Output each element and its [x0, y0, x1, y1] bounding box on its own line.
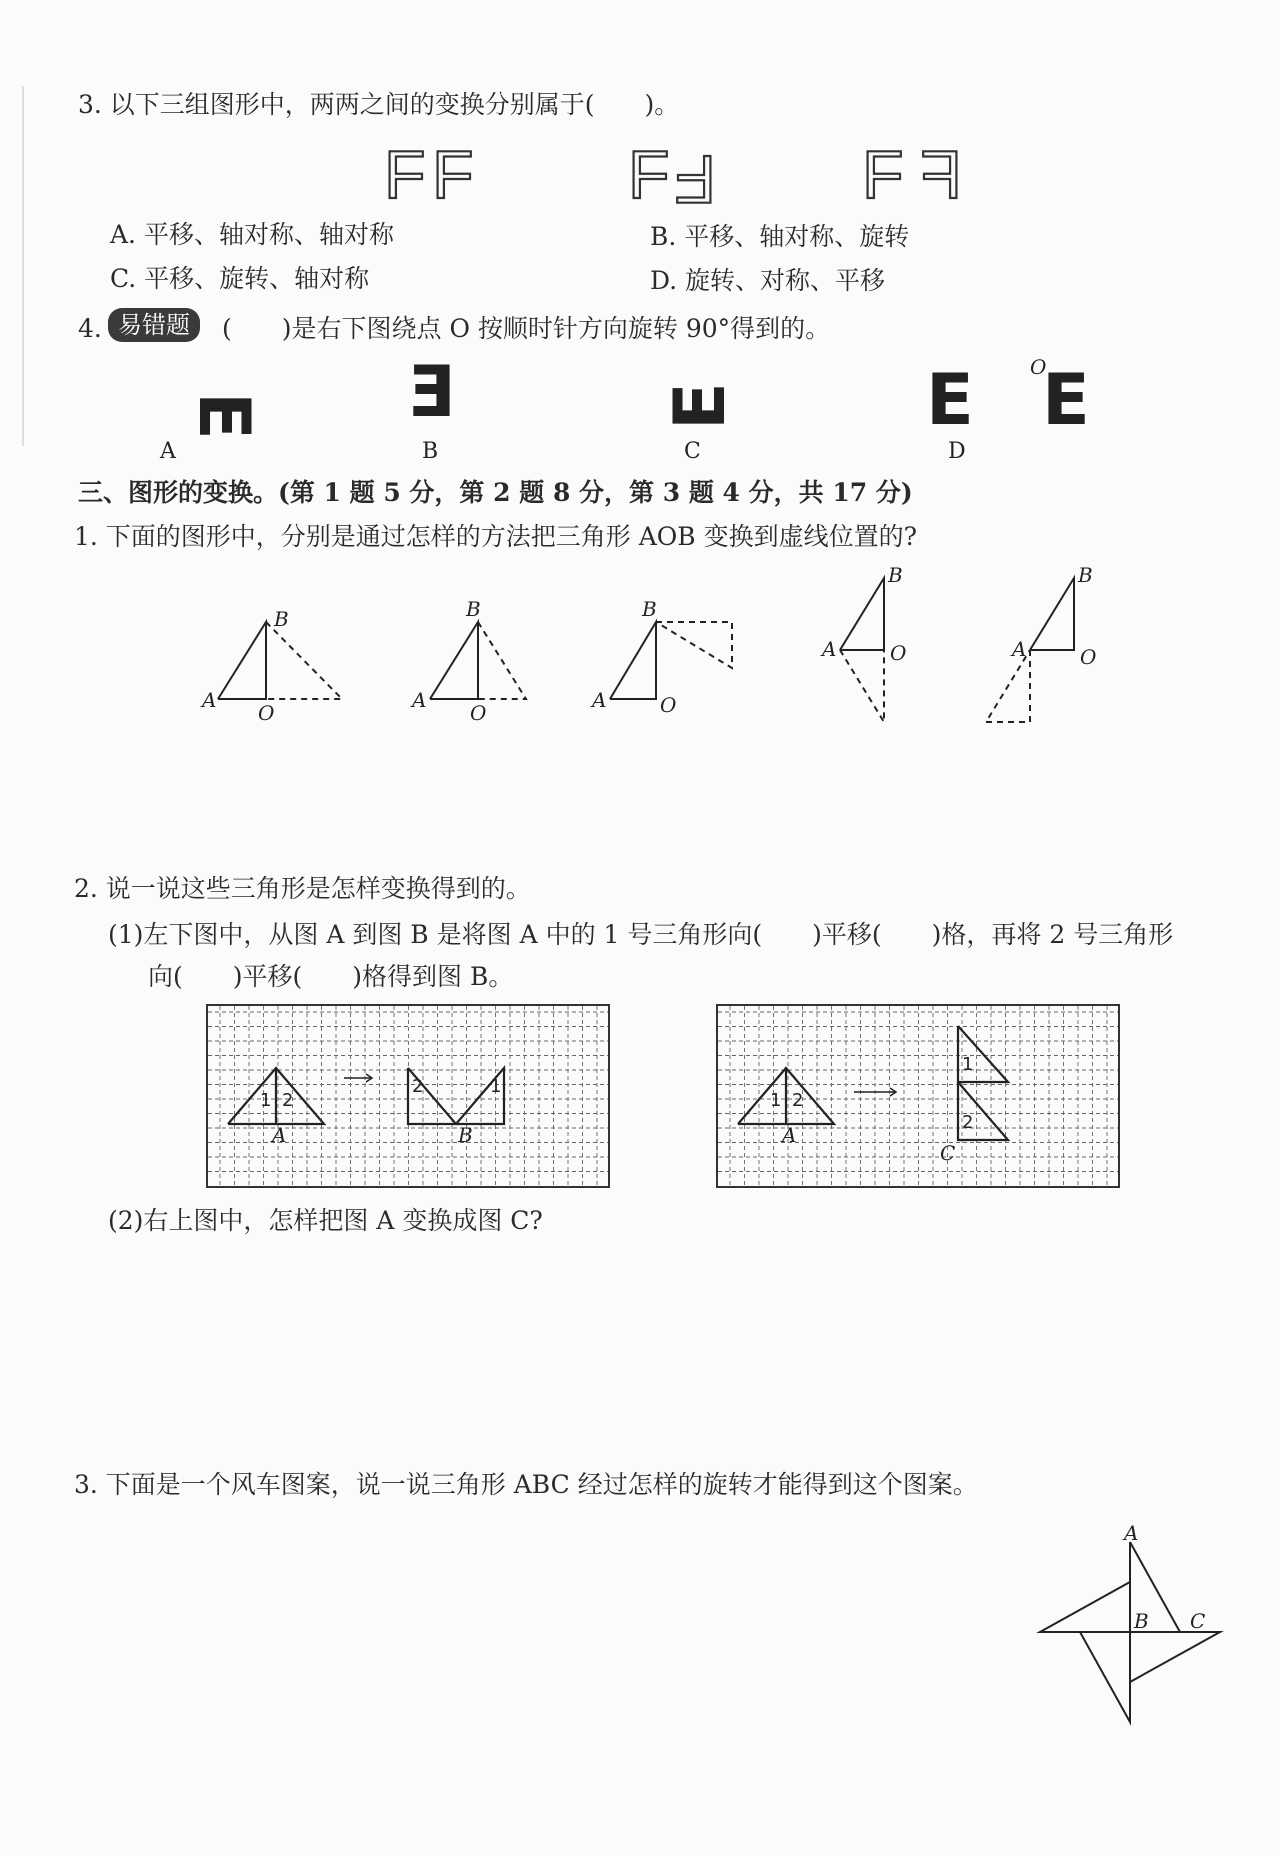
- q3-option-c[interactable]: C. 平移、旋转、轴对称: [110, 264, 370, 293]
- q2-left-grid: [206, 1004, 610, 1188]
- q3-f-figures: [380, 134, 980, 217]
- q3-windmill-figure: [1030, 1520, 1260, 1730]
- q3-option-a[interactable]: A. 平移、轴对称、轴对称: [110, 220, 394, 249]
- left-label-a: A: [272, 1123, 287, 1147]
- q2-left-grid-drawing: [208, 1006, 608, 1186]
- s3-q3-stem: 3. 下面是一个风车图案，说一说三角形 ABC 经过怎样的旋转才能得到这个图案。: [74, 1470, 978, 1499]
- section3-title: 三、图形的变换。(第 1 题 5 分，第 2 题 8 分，第 3 题 4 分，共 17 分): [78, 478, 913, 507]
- q1-f1-label-o: O: [258, 701, 275, 725]
- q4-stem: ( )是右下图绕点 O 按顺时针方向旋转 90°得到的。: [222, 314, 831, 343]
- q1-f5-label-b: B: [1078, 563, 1093, 587]
- q1-f3-label-b: B: [642, 597, 657, 621]
- q3-option-b[interactable]: B. 平移、轴对称、旋转: [650, 222, 910, 251]
- right-c-tri-1: 1: [962, 1054, 974, 1075]
- page-edge-shadow: [22, 86, 24, 446]
- q4-e-original: E: [1042, 359, 1090, 441]
- s3-q2-part2: (2)右上图中，怎样把图 A 变换成图 C?: [108, 1206, 543, 1235]
- windmill-label-a: A: [1124, 1521, 1139, 1545]
- left-a-tri-1: 1: [260, 1090, 272, 1111]
- q1-f3-label-a: A: [592, 688, 607, 712]
- q4-number: 4.: [78, 314, 102, 343]
- q3-f-1a: F: [384, 137, 426, 213]
- s3-q2-part1-line1: (1)左下图中，从图 A 到图 B 是将图 A 中的 1 号三角形向( )平移( )格，再将 2 号三角形: [108, 920, 1174, 949]
- q3-f-1b: F: [432, 137, 474, 213]
- q1-f2-label-a: A: [412, 688, 427, 712]
- windmill-label-b: B: [1134, 1609, 1149, 1633]
- q1-f2-label-b: B: [466, 597, 481, 621]
- q3-f-3a: F: [862, 137, 904, 213]
- q3-option-d[interactable]: D. 旋转、对称、平移: [650, 266, 886, 295]
- right-label-c: C: [940, 1141, 956, 1165]
- q1-f1-label-b: B: [274, 607, 289, 631]
- s3-q1-stem: 1. 下面的图形中，分别是通过怎样的方法把三角形 AOB 变换到虚线位置的?: [74, 522, 918, 551]
- q4-label-b: B: [422, 439, 439, 464]
- windmill-label-c: C: [1190, 1609, 1206, 1633]
- s3-q2-part1-line2: 向( )平移( )格得到图 B。: [148, 962, 514, 991]
- q3-f-3b: F: [920, 137, 962, 213]
- q4-label-c: C: [684, 439, 701, 464]
- q1-f4-label-o: O: [890, 641, 907, 665]
- s3-q2-stem: 2. 说一说这些三角形是怎样变换得到的。: [74, 874, 531, 903]
- q2-right-grid-drawing: [718, 1006, 1118, 1186]
- q3-f-2b: F: [674, 141, 716, 217]
- right-label-a: A: [782, 1123, 797, 1147]
- right-a-tri-1: 1: [770, 1090, 782, 1111]
- q3-stem: 3. 以下三组图形中，两两之间的变换分别属于( )。: [78, 90, 680, 119]
- q1-f5-label-a: A: [1012, 637, 1027, 661]
- q4-e-option-a: E: [183, 392, 265, 440]
- left-a-tri-2: 2: [282, 1090, 294, 1111]
- right-c-tri-2: 2: [962, 1112, 974, 1133]
- right-a-tri-2: 2: [792, 1090, 804, 1111]
- left-b-tri-2: 2: [412, 1076, 424, 1097]
- q1-f5-label-o: O: [1080, 645, 1097, 669]
- q3-f-2a: F: [628, 137, 670, 213]
- q4-point-o: O: [1030, 355, 1047, 379]
- q4-e-figures: [100, 352, 1120, 472]
- q2-right-grid: [716, 1004, 1120, 1188]
- s3-q1-triangles: [190, 560, 1150, 740]
- q4-label-d: D: [948, 439, 966, 464]
- q1-f4-label-b: B: [888, 563, 903, 587]
- q1-f3-label-o: O: [660, 693, 677, 717]
- q1-f1-label-a: A: [202, 688, 217, 712]
- left-b-tri-1: 1: [490, 1076, 502, 1097]
- q1-f2-label-o: O: [470, 701, 487, 725]
- q4-e-option-d: E: [926, 359, 974, 441]
- q4-error-prone-tag: 易错题: [108, 308, 200, 342]
- q1-f4-label-a: A: [822, 637, 837, 661]
- q4-label-a: A: [160, 439, 176, 464]
- q4-e-option-c: E: [659, 382, 741, 430]
- q4-e-option-b: E: [408, 351, 456, 433]
- left-label-b: B: [458, 1123, 473, 1147]
